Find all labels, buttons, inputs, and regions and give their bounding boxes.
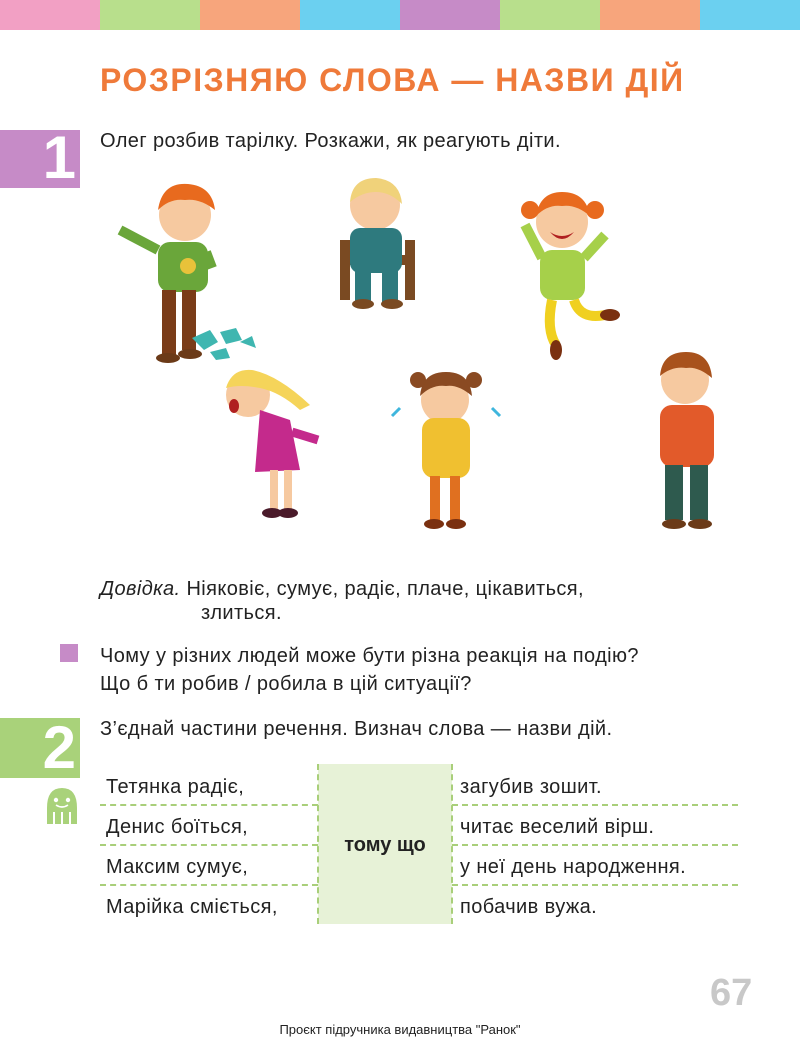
sentence-end-2[interactable]: читає веселий вірш. bbox=[460, 816, 655, 838]
stripe-5 bbox=[400, 0, 500, 30]
color-stripe-bar bbox=[0, 0, 800, 30]
stripe-1 bbox=[0, 0, 100, 30]
page-title: РОЗРІЗНЯЮ СЛОВА — НАЗВИ ДІЙ bbox=[100, 62, 685, 98]
left-divider-1 bbox=[100, 804, 318, 806]
connector-word: тому що bbox=[344, 834, 426, 856]
reference-block bbox=[100, 576, 584, 602]
sentence-start-2[interactable]: Денис боїться, bbox=[106, 816, 249, 838]
stripe-2 bbox=[100, 0, 200, 30]
child-embarrassed-boy bbox=[660, 352, 714, 529]
task-2-instruction: З’єднай частини речення. Визнач слова — назви дій. bbox=[100, 718, 613, 740]
page-number: 67 bbox=[710, 972, 753, 1014]
pair-work-icon bbox=[44, 786, 80, 826]
stripe-8 bbox=[700, 0, 800, 30]
child-crying-girl bbox=[392, 372, 500, 529]
discussion-question bbox=[100, 642, 639, 698]
right-divider-2 bbox=[452, 844, 738, 846]
children-illustration bbox=[100, 170, 730, 560]
question-line-2: Що б ти робив / робила в цій ситуації? bbox=[100, 673, 472, 695]
sentence-start-4[interactable]: Марійка сміється, bbox=[106, 896, 278, 918]
sentence-end-1[interactable]: загубив зошит. bbox=[460, 776, 603, 798]
task-2-number-box bbox=[0, 714, 80, 781]
task-1-number-box bbox=[0, 124, 80, 191]
reference-words-line2: злиться. bbox=[201, 602, 282, 624]
right-divider-1 bbox=[452, 804, 738, 806]
publisher-footer: Проєкт підручника видавництва "Ранок" bbox=[279, 1022, 521, 1037]
right-divider-3 bbox=[452, 884, 738, 886]
reference-label: Довідка. bbox=[100, 578, 181, 600]
reference-words-line1: Ніяковіє, сумує, радіє, плаче, цікавиться, bbox=[186, 578, 584, 600]
question-bullet bbox=[60, 644, 78, 662]
child-sad-boy bbox=[340, 178, 415, 309]
sentence-end-4[interactable]: побачив вужа. bbox=[460, 896, 598, 918]
sentence-end-3[interactable]: у неї день народження. bbox=[460, 856, 687, 878]
task-1-number: 1 bbox=[42, 124, 76, 191]
stripe-3 bbox=[200, 0, 300, 30]
task-1-instruction: Олег розбив тарілку. Розкажи, як реагують діти. bbox=[100, 130, 561, 152]
question-line-1: Чому у різних людей може бути різна реакція на подію? bbox=[100, 645, 639, 667]
sentence-start-3[interactable]: Максим сумує, bbox=[106, 856, 249, 878]
child-curious-girl bbox=[226, 370, 318, 518]
left-divider-3 bbox=[100, 884, 318, 886]
sentence-start-1[interactable]: Тетянка радіє, bbox=[106, 776, 245, 798]
stripe-6 bbox=[500, 0, 600, 30]
left-divider-2 bbox=[100, 844, 318, 846]
child-happy-girl bbox=[521, 192, 620, 360]
stripe-4 bbox=[300, 0, 400, 30]
stripe-7 bbox=[600, 0, 700, 30]
task-2-number: 2 bbox=[42, 714, 76, 781]
